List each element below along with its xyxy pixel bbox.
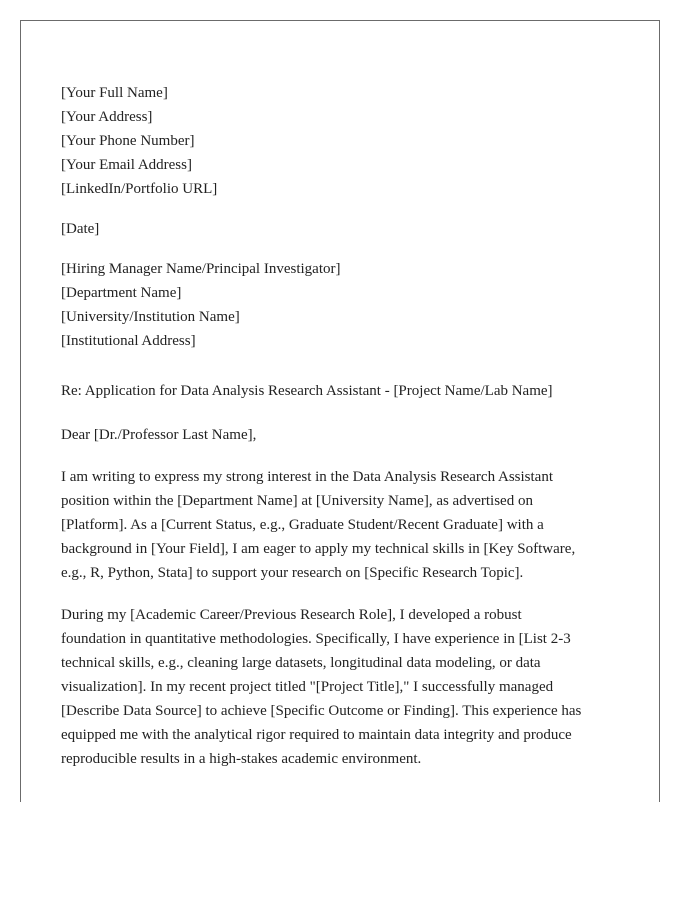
sender-block [61, 81, 623, 201]
paragraph-2 [61, 603, 623, 771]
recipient-institution: [University/Institution Name] [61, 309, 240, 325]
paragraph-1 [61, 465, 623, 585]
recipient-address: [Institutional Address] [61, 333, 196, 349]
letter-body [61, 81, 623, 771]
paragraph-line: technical skills, e.g., cleaning large datasets, longitudinal data modeling, or data [61, 655, 541, 671]
paragraph-line: e.g., R, Python, Stata] to support your research on [Specific Research Topic]. [61, 565, 524, 581]
sender-name: [Your Full Name] [61, 85, 168, 101]
paragraph-line: position within the [Department Name] at [University Name], as advertised on [61, 493, 533, 509]
recipient-block [61, 257, 623, 353]
recipient-department: [Department Name] [61, 285, 182, 301]
recipient-name: [Hiring Manager Name/Principal Investigator] [61, 261, 341, 277]
sender-phone: [Your Phone Number] [61, 133, 195, 149]
letter-date: [Date] [61, 221, 100, 237]
subject-line: Re: Application for Data Analysis Research Assistant - [Project Name/Lab Name] [61, 383, 553, 399]
paragraph-line: During my [Academic Career/Previous Research Role], I developed a robust [61, 607, 522, 623]
paragraph-line: visualization]. In my recent project titled "[Project Title]," I successfully managed [61, 679, 554, 695]
sender-address: [Your Address] [61, 109, 153, 125]
paragraph-line: [Describe Data Source] to achieve [Specific Outcome or Finding]. This experience has [61, 703, 582, 719]
salutation-block [61, 423, 623, 447]
letter-page [20, 20, 660, 802]
paragraph-line: I am writing to express my strong interest in the Data Analysis Research Assistant [61, 469, 553, 485]
sender-email: [Your Email Address] [61, 157, 192, 173]
salutation: Dear [Dr./Professor Last Name], [61, 427, 257, 443]
paragraph-line: equipped me with the analytical rigor required to maintain data integrity and produce [61, 727, 572, 743]
paragraph-line: background in [Your Field], I am eager to apply my technical skills in [Key Software, [61, 541, 576, 557]
paragraph-line: [Platform]. As a [Current Status, e.g., Graduate Student/Recent Graduate] with a [61, 517, 544, 533]
date-block [61, 217, 623, 241]
sender-linkedin: [LinkedIn/Portfolio URL] [61, 181, 218, 197]
paragraph-line: foundation in quantitative methodologies. Specifically, I have experience in [List 2-3 [61, 631, 571, 647]
paragraph-line: reproducible results in a high-stakes academic environment. [61, 751, 422, 767]
subject-block [61, 379, 623, 403]
